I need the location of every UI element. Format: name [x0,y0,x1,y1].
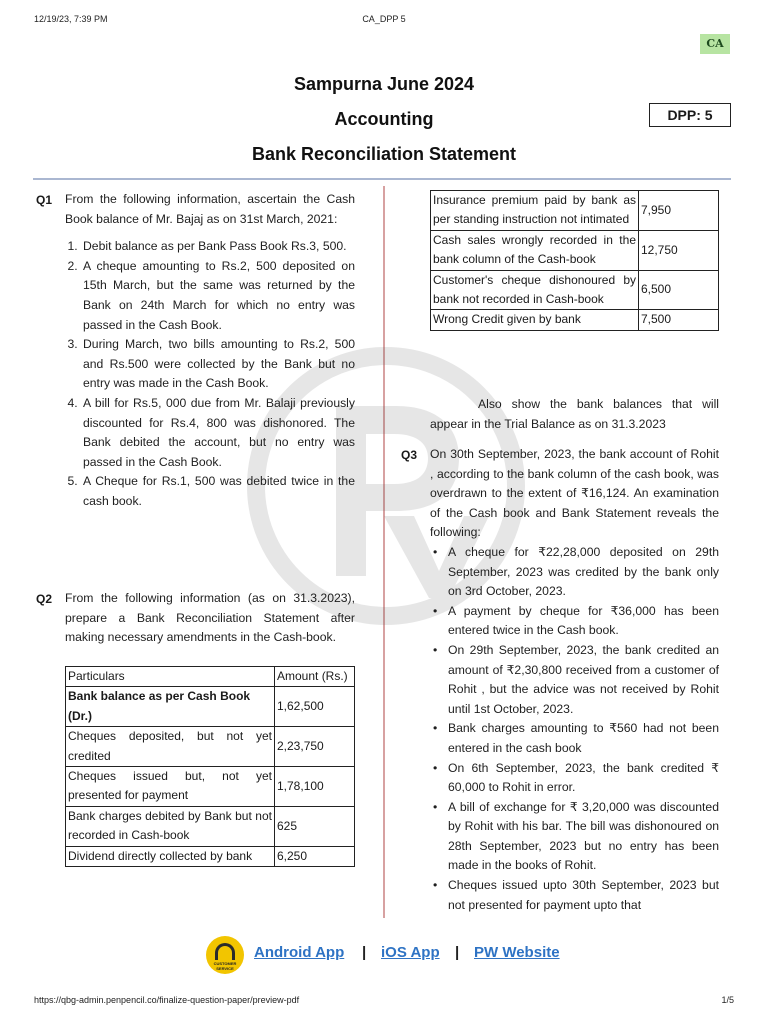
q2-table [65,666,355,867]
print-header [34,14,734,28]
q3-intro: On 30th September, 2023, the bank account of Rohit , according to the bank column of the cash book, was overdrawn to the extent of ₹16,124. An examination of the Cash book and Bank Statement reveals the following: [430,447,719,540]
list-item: 4. A bill for Rs.5, 000 due from Mr. Balaji previously discounted for Rs.4, 800 was dishonored. The Bank debited the account, but no entry was passed in the Cash Book. [81,394,355,472]
question-number-q2: Q2 [36,592,53,606]
table-cell: 6,250 [275,846,355,866]
table-row [431,230,719,270]
table-cell: 625 [275,806,355,846]
table-cell: Wrong Credit given by bank [431,310,639,330]
table-header: Amount (Rs.) [275,667,355,687]
batch-title: Sampurna June 2024 [293,74,475,94]
question-number-q3: Q3 [401,448,418,462]
table-row [66,687,355,727]
table-row [66,846,355,866]
q1-items [81,237,355,511]
question-number-q1: Q1 [36,193,53,207]
badge-text: CUSTOMER SERVICE [213,961,237,971]
list-item: • A payment by cheque for ₹36,000 has been entered twice in the Cash book. [444,602,719,641]
table-cell: 6,500 [639,270,719,310]
q1-intro: From the following information, ascertain the Cash Book balance of Mr. Bajaj as on 31st March, 2021: [65,192,355,226]
table-header-row [66,667,355,687]
table-row [66,727,355,767]
table-cell: Dividend directly collected by bank [66,846,275,866]
table-row [431,310,719,330]
ios-app-link[interactable]: iOS App [381,944,440,961]
header-rule [33,178,731,180]
table-cell: 12,750 [639,230,719,270]
question-q3 [430,445,719,915]
table-cell: Cheques issued but, not yet presented for payment [66,767,275,807]
table-cell: 1,78,100 [275,767,355,807]
list-item: • Bank charges amounting to ₹560 had not been entered in the cash book [444,719,719,758]
table-cell: 2,23,750 [275,727,355,767]
table-cell: Customer's cheque dishonoured by bank not recorded in Cash-book [431,270,639,310]
question-q2 [65,589,355,648]
list-item: • On 29th September, 2023, the bank credited an amount of ₹2,30,800 received from a customer of Rohit , but the advice was not received by Rohit until 1st October, 2023. [444,641,719,719]
subject-title: Accounting [334,109,434,129]
table-cell: 7,500 [639,310,719,330]
list-item: • A bill of exchange for ₹ 3,20,000 was discounted by Rohit with his bar. The bill was dishonoured on 28th September, 2023 but no entry has been made in the books of Rohit. [444,798,719,876]
customer-service-icon [206,936,244,974]
list-item: 5. A Cheque for Rs.1, 500 was debited twice in the cash book. [81,472,355,511]
list-item: • A cheque for ₹22,28,000 deposited on 29th September, 2023 was credited by the bank only on 3rd October, 2023. [444,543,719,602]
table-cell: Bank balance as per Cash Book (Dr.) [66,687,275,727]
link-separator: | [362,944,367,961]
table-row [66,767,355,807]
list-item: 2. A cheque amounting to Rs.2, 500 deposited on 15th March, but the same was returned by the Bank on 24th March for which no entry was passed in the Cash Book. [81,257,355,335]
chapter-title: Bank Reconciliation Statement [251,144,517,164]
list-item: • On 6th September, 2023, the bank credited ₹ 60,000 to Rohit in error. [444,759,719,798]
subject-tag: CA [700,34,730,54]
q3-bullets [444,543,719,915]
link-separator: | [455,944,460,961]
q2-intro: From the following information (as on 31.3.2023), prepare a Bank Reconciliation Statement after making necessary amendments in the Cash-book. [65,591,355,645]
print-doc-title: CA_DPP 5 [362,14,406,24]
table-row [431,270,719,310]
list-item: • Cheques issued upto 30th September, 2023 but not presented for payment upto that [444,876,719,915]
table-cell: Insurance premium paid by bank as per standing instruction not intimated [431,191,639,231]
q2-table-continued [430,190,719,331]
pw-website-link[interactable]: PW Website [474,944,560,961]
dpp-badge: DPP: 5 [649,103,731,127]
print-date: 12/19/23, 7:39 PM [34,14,108,24]
footer-links [0,936,768,972]
list-item: 1. Debit balance as per Bank Pass Book Rs.3, 500. [81,237,355,257]
android-app-link[interactable]: Android App [254,944,345,961]
table-cell: Cheques deposited, but not yet credited [66,727,275,767]
table-cell: Bank charges debited by Bank but not recorded in Cash-book [66,806,275,846]
table-header: Particulars [66,667,275,687]
print-footer [34,995,734,1005]
table-row [66,806,355,846]
page-number: 1/5 [721,995,734,1005]
table-row [431,191,719,231]
table-cell: 7,950 [639,191,719,231]
table-cell: Cash sales wrongly recorded in the bank column of the Cash-book [431,230,639,270]
table-cell: 1,62,500 [275,687,355,727]
column-divider [383,186,385,918]
q2-note: Also show the bank balances that will appear in the Trial Balance as on 31.3.2023 [430,397,719,431]
question-q1 [65,190,355,512]
print-url: https://qbg-admin.penpencil.co/finalize-question-paper/preview-pdf [34,995,300,1005]
list-item: 3. During March, two bills amounting to Rs.2, 500 and Rs.500 were collected by the Bank but no entry was made in the Cash Book. [81,335,355,394]
